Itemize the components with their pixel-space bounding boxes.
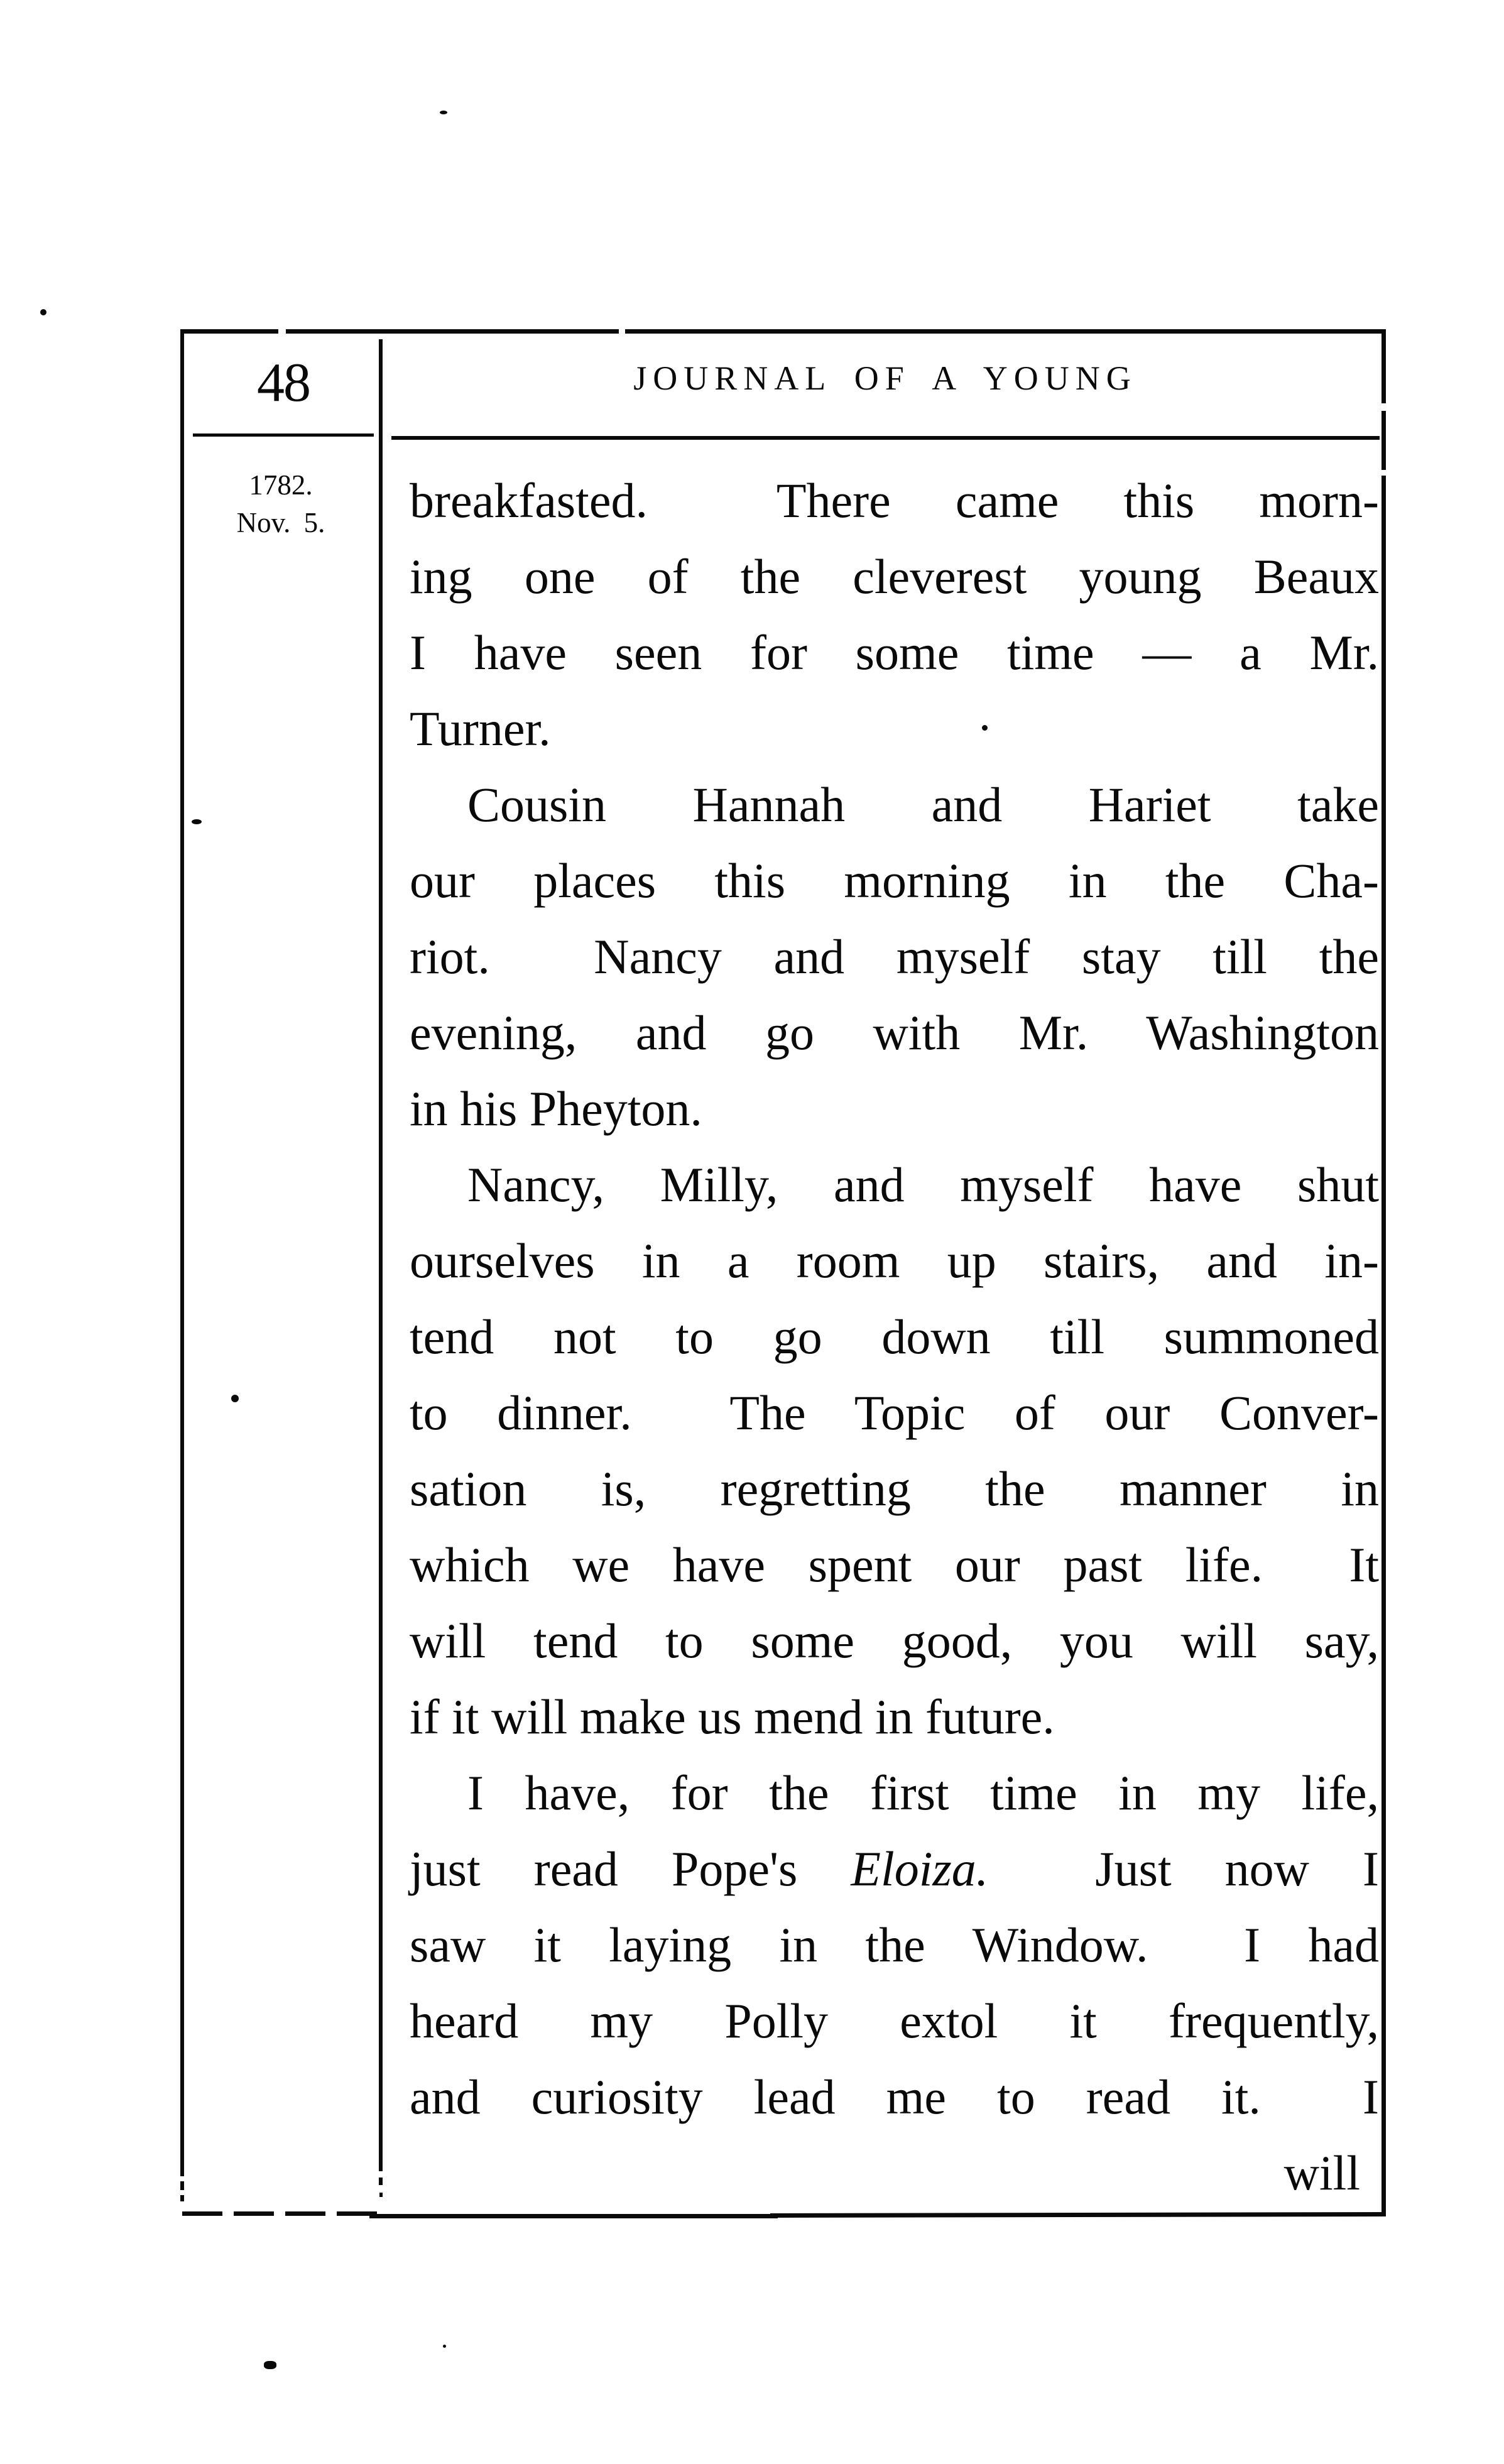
body-line: ourselves in a room up stairs, and in-	[410, 1233, 1379, 1288]
body-line: Turner.	[410, 701, 551, 756]
body-line: if it will make us mend in future.	[410, 1689, 1055, 1744]
ink-speck	[192, 819, 202, 824]
margin-date-note	[187, 466, 375, 542]
frame-right-border-gap	[1381, 470, 1386, 476]
ink-speck	[440, 111, 447, 114]
frame-left-border-dash	[180, 2181, 184, 2190]
body-line: evening, and go with Mr. Washington	[410, 1005, 1379, 1060]
body-line: I have seen for some time — a Mr.	[410, 625, 1379, 680]
catchword: will	[1283, 2145, 1360, 2200]
frame-left-border-dash	[180, 2195, 184, 2201]
body-line: saw it laying in the Window. I had	[410, 1917, 1379, 1972]
running-header-underline	[391, 436, 1380, 440]
body-line: heard my Polly extol it frequently,	[410, 1993, 1379, 2048]
body-line: our places this morning in the Cha-	[410, 853, 1379, 908]
frame-right-border-gap	[1381, 403, 1386, 411]
running-header: JOURNAL OF A YOUNG	[633, 359, 1137, 397]
body-line: sation is, regretting the manner in	[410, 1461, 1379, 1516]
frame-bottom-border-dashed	[182, 2211, 377, 2216]
body-line-segment: Just now I	[988, 1841, 1379, 1896]
body-line: which we have spent our past life. It	[410, 1537, 1379, 1592]
body-text-column	[410, 462, 1379, 2135]
body-line: Nancy, Milly, and myself have shut	[467, 1157, 1379, 1212]
frame-top-border	[180, 329, 1386, 334]
frame-bottom-border	[770, 2212, 1386, 2218]
body-line: breakfasted. There came this morn-	[410, 473, 1379, 528]
body-line: and curiosity lead me to read it. I	[410, 2069, 1379, 2124]
page-number-underline	[193, 433, 374, 437]
frame-left-border	[180, 329, 184, 2176]
frame-bottom-border	[369, 2214, 778, 2218]
body-line: tend not to go down till summoned	[410, 1309, 1379, 1364]
body-line: riot. Nancy and myself stay till the	[410, 929, 1379, 984]
frame-top-border-gap	[278, 329, 286, 334]
body-line: ing one of the cleverest young Beaux	[410, 549, 1379, 604]
ink-speck	[40, 309, 46, 315]
body-line: will tend to some good, you will say,	[410, 1613, 1379, 1668]
page-number: 48	[257, 352, 310, 413]
margin-note-year: 1782.	[249, 469, 313, 501]
margin-note-date: Nov. 5.	[236, 507, 325, 538]
frame-top-border-gap	[619, 329, 625, 334]
margin-column-rule-dot	[379, 2193, 383, 2197]
ink-speck	[231, 1395, 239, 1402]
body-line-segment: just read Pope's	[410, 1841, 851, 1896]
margin-column-rule	[379, 339, 383, 2171]
frame-right-border	[1381, 333, 1386, 2213]
body-line: Cousin Hannah and Hariet take	[467, 777, 1379, 832]
body-line: to dinner. The Topic of our Conver-	[410, 1385, 1379, 1440]
body-line: in his Pheyton.	[410, 1081, 702, 1136]
body-line-italic-segment: Eloiza.	[851, 1841, 989, 1896]
ink-speck	[443, 2345, 446, 2348]
body-line	[410, 1831, 1379, 1907]
ink-speck	[982, 725, 988, 731]
ink-speck	[264, 2361, 276, 2369]
margin-column-rule-dash	[379, 2178, 383, 2185]
body-line: I have, for the first time in my life,	[467, 1765, 1379, 1820]
